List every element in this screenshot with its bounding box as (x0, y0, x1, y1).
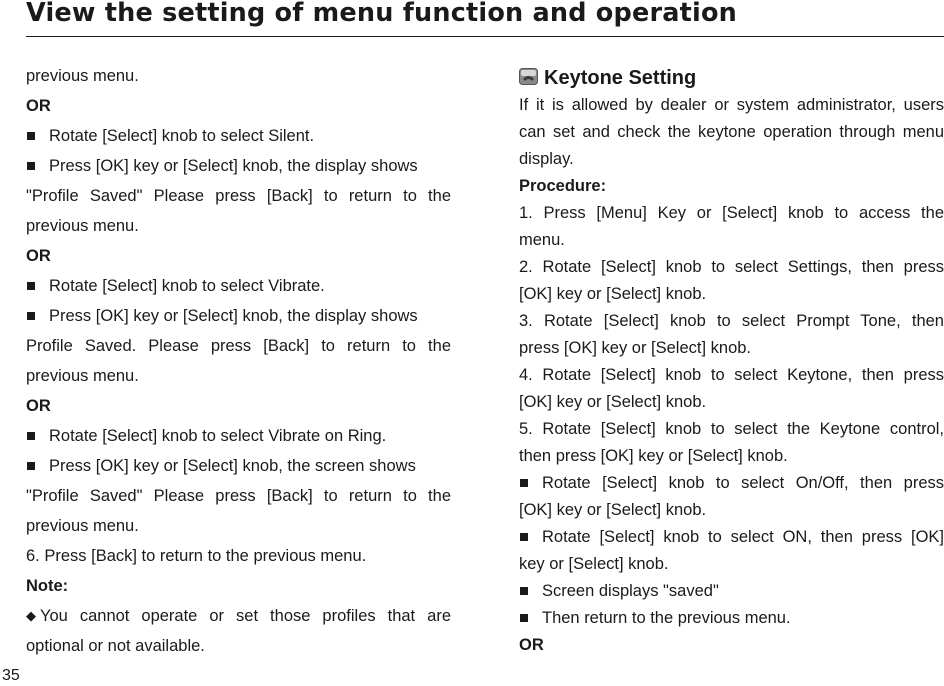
text-line (519, 443, 944, 470)
line-text: Press [OK] key or [Select] knob, the display shows (49, 157, 418, 175)
line-text: Rotate [Select] knob to select ON, then press [OK] (542, 528, 944, 546)
line-text: OR (26, 97, 51, 115)
line-text: OR (26, 247, 51, 265)
text-line (519, 227, 944, 254)
text-line (519, 470, 944, 497)
line-text: optional or not available. (26, 637, 205, 655)
line-text: 4. Rotate [Select] knob to select Keytone, then press (519, 366, 944, 384)
line-text: previous menu. (26, 67, 139, 85)
line-text: Rotate [Select] knob to select On/Off, then press (542, 474, 944, 492)
line-text: 1. Press [Menu] Key or [Select] knob to access the (519, 204, 944, 222)
text-line (26, 63, 451, 93)
line-text: 2. Rotate [Select] knob to select Settings, then press (519, 258, 944, 276)
text-line (26, 153, 451, 183)
square-bullet-icon (520, 587, 528, 595)
line-text: If it is allowed by dealer or system administrator, users (519, 96, 944, 114)
line-text: Rotate [Select] knob to select Silent. (49, 127, 315, 145)
text-line (519, 119, 944, 146)
line-text: [OK] key or [Select] knob. (519, 285, 707, 303)
line-text: OR (26, 397, 51, 415)
section-heading-text: Keytone Setting (544, 67, 697, 89)
text-line (519, 254, 944, 281)
square-bullet-icon (27, 432, 35, 440)
text-line (26, 483, 451, 513)
text-line (26, 333, 451, 363)
text-line (519, 578, 944, 605)
text-line (26, 423, 451, 453)
line-text: previous menu. (26, 217, 139, 235)
line-text: Then return to the previous menu. (542, 609, 791, 627)
line-text: Rotate [Select] knob to select Vibrate. (49, 277, 325, 295)
line-text: [OK] key or [Select] knob. (519, 501, 707, 519)
text-line (519, 281, 944, 308)
line-text: You cannot operate or set those profiles that are (40, 607, 451, 625)
section-heading (519, 65, 944, 92)
keytone-icon (519, 66, 538, 83)
text-line (26, 633, 451, 663)
line-text: display. (519, 150, 574, 168)
line-text: press [OK] key or [Select] knob. (519, 339, 752, 357)
line-text: 6. Press [Back] to return to the previous menu. (26, 547, 367, 565)
text-line (519, 92, 944, 119)
right-column-body (519, 92, 944, 659)
text-line (26, 93, 451, 123)
right-column (519, 65, 944, 659)
text-line (519, 551, 944, 578)
text-line (26, 183, 451, 213)
text-line (26, 273, 451, 303)
square-bullet-icon (520, 479, 528, 487)
square-bullet-icon (27, 462, 35, 470)
text-line (519, 632, 944, 659)
diamond-bullet-icon: ◆ (26, 608, 36, 623)
line-text: 3. Rotate [Select] knob to select Prompt Tone, then (519, 312, 944, 330)
line-text: "Profile Saved" Please press [Back] to return to the (26, 187, 451, 205)
text-line (26, 543, 451, 573)
line-text: can set and check the keytone operation through menu (519, 123, 944, 141)
page-number: 35 (2, 667, 20, 684)
text-line (26, 303, 451, 333)
line-text: [OK] key or [Select] knob. (519, 393, 707, 411)
line-text: 5. Rotate [Select] knob to select the Keytone control, (519, 420, 944, 438)
text-line (519, 497, 944, 524)
line-text: OR (519, 636, 544, 654)
text-line (26, 243, 451, 273)
line-text: Screen displays "saved" (542, 582, 719, 600)
square-bullet-icon (27, 282, 35, 290)
text-line (519, 605, 944, 632)
line-text: then press [OK] key or [Select] knob. (519, 447, 788, 465)
line-text: Press [OK] key or [Select] knob, the display shows (49, 307, 418, 325)
line-text: menu. (519, 231, 565, 249)
text-line (519, 389, 944, 416)
text-line (26, 603, 451, 633)
text-line (519, 200, 944, 227)
text-line (519, 146, 944, 173)
line-text: Profile Saved. Please press [Back] to return to the (26, 337, 451, 355)
square-bullet-icon (27, 162, 35, 170)
text-line (26, 513, 451, 543)
text-line (519, 335, 944, 362)
square-bullet-icon (520, 614, 528, 622)
line-text: Press [OK] key or [Select] knob, the screen shows (49, 457, 416, 475)
page-title: View the setting of menu function and operation (26, 0, 738, 28)
line-text: Rotate [Select] knob to select Vibrate on Ring. (49, 427, 387, 445)
line-text: previous menu. (26, 367, 139, 385)
text-line (519, 308, 944, 335)
line-text: Note: (26, 577, 69, 595)
line-text: key or [Select] knob. (519, 555, 669, 573)
text-line (519, 173, 944, 200)
square-bullet-icon (27, 312, 35, 320)
text-line (519, 362, 944, 389)
text-line (519, 524, 944, 551)
line-text: previous menu. (26, 517, 139, 535)
header-divider (26, 36, 944, 37)
text-line (26, 213, 451, 243)
text-line (26, 573, 451, 603)
text-line (519, 416, 944, 443)
line-text: "Profile Saved" Please press [Back] to return to the (26, 487, 451, 505)
text-line (26, 363, 451, 393)
square-bullet-icon (520, 533, 528, 541)
text-line (26, 123, 451, 153)
text-line (26, 453, 451, 483)
text-line (26, 393, 451, 423)
left-column (26, 63, 451, 663)
line-text: Procedure: (519, 177, 607, 195)
square-bullet-icon (27, 132, 35, 140)
